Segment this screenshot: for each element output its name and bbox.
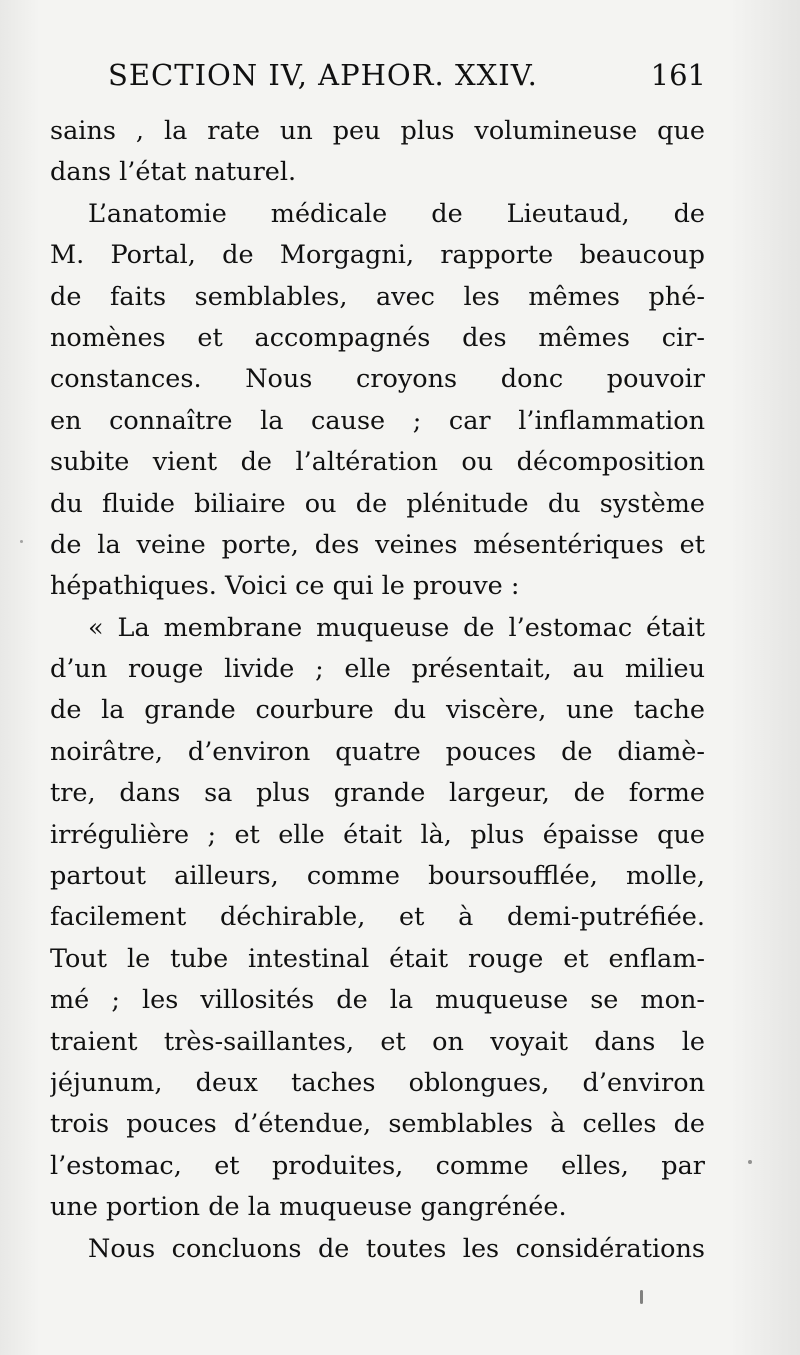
- ink-speck: [20, 540, 23, 543]
- text-line: L’anatomie médicale de Lieutaud, de: [88, 198, 705, 229]
- text-line: traient très-saillantes, et on voyait dans le: [50, 1026, 705, 1057]
- text-line: une portion de la muqueuse gangrénée.: [50, 1192, 567, 1223]
- text-line: hépathiques. Voici ce qui le prouve :: [50, 571, 520, 602]
- text-line: en connaître la cause ; car l’inflammation: [50, 405, 705, 436]
- page-header: [108, 58, 708, 102]
- text-line: irrégulière ; et elle était là, plus épaisse que: [50, 819, 705, 850]
- text-line: de la grande courbure du viscère, une tache: [50, 695, 705, 726]
- ink-speck: [748, 1160, 752, 1164]
- text-line: trois pouces d’étendue, semblables à celles de: [50, 1109, 705, 1140]
- text-line: Nous concluons de toutes les considérations: [88, 1233, 705, 1264]
- text-line: de la veine porte, des veines mésentériques et: [50, 529, 705, 560]
- running-head: SECTION IV, APHOR. XXIV.: [108, 58, 538, 92]
- text-line: d’un rouge livide ; elle présentait, au milieu: [50, 654, 705, 685]
- text-line: l’estomac, et produites, comme elles, par: [50, 1150, 705, 1181]
- text-line: nomènes et accompagnés des mêmes cir-: [50, 322, 705, 353]
- text-line: partout ailleurs, comme boursoufflée, molle,: [50, 861, 705, 892]
- text-line: tre, dans sa plus grande largeur, de forme: [50, 778, 705, 809]
- page-number: 161: [650, 58, 706, 92]
- text-line: dans l’état naturel.: [50, 157, 297, 188]
- text-line: noirâtre, d’environ quatre pouces de diamè-: [50, 736, 705, 767]
- text-line: Tout le tube intestinal était rouge et enflam-: [50, 943, 705, 974]
- text-line: M. Portal, de Morgagni, rapporte beaucoup: [50, 240, 705, 271]
- text-line: jéjunum, deux taches oblongues, d’environ: [50, 1067, 705, 1098]
- text-line: subite vient de l’altération ou décomposition: [50, 447, 705, 478]
- ink-speck: [640, 1290, 643, 1304]
- body-text: [50, 111, 705, 1270]
- text-line: facilement déchirable, et à demi-putréfiée.: [50, 902, 705, 933]
- text-line: du fluide biliaire ou de plénitude du système: [50, 488, 705, 519]
- text-line: sains , la rate un peu plus volumineuse que: [50, 116, 705, 146]
- page-edge-shadow: [730, 0, 800, 1355]
- text-line: de faits semblables, avec les mêmes phé-: [50, 281, 705, 312]
- page-gutter-shadow: [0, 0, 40, 1355]
- text-line: mé ; les villosités de la muqueuse se mon-: [50, 985, 705, 1016]
- text-line: constances. Nous croyons donc pouvoir: [50, 364, 705, 395]
- text-line: « La membrane muqueuse de l’estomac était: [88, 612, 705, 643]
